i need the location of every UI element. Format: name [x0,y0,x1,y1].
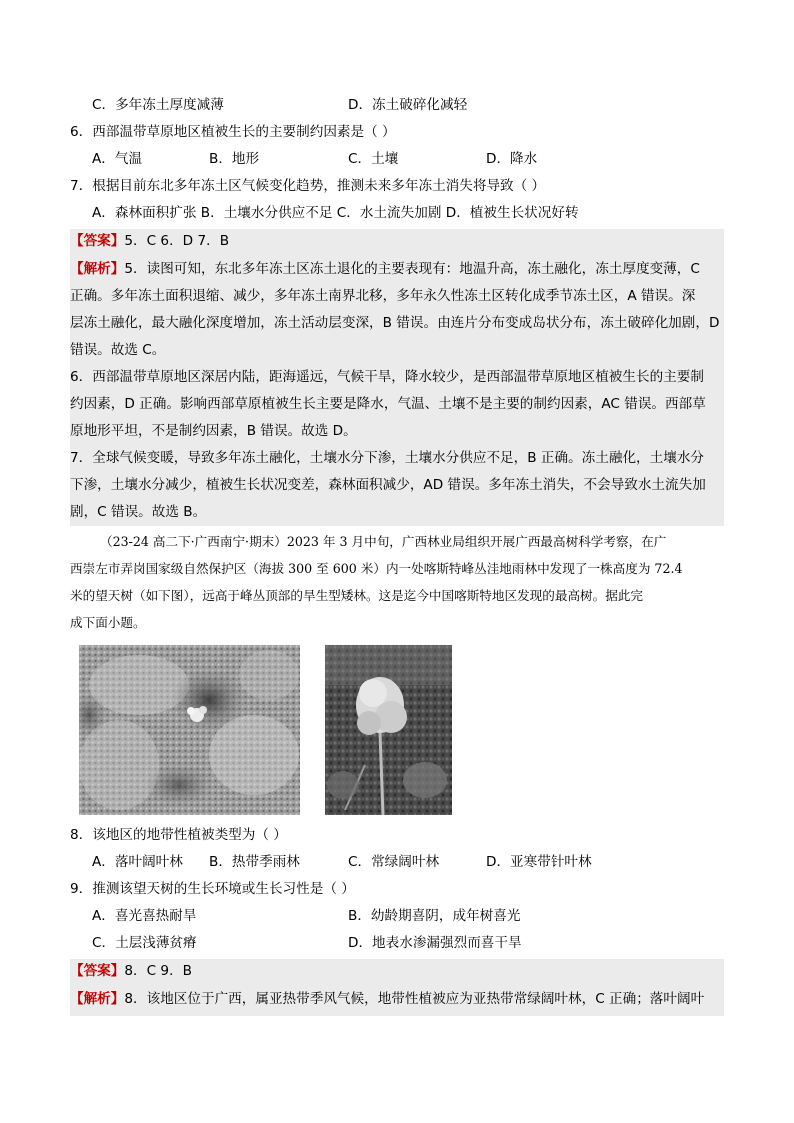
passage-line: 米的望天树（如下图），远高于峰丛顶部的旱生型矮林。这是迄今中国喀斯特地区发现的最高树。据此完 [70,588,644,603]
analysis-tag: 【解析】 [70,261,125,277]
passage-line: 成下面小题。 [70,615,146,630]
karst-terrain-photo [79,645,300,815]
q6-stem: 6．西部温带草原地区植被生长的主要制约因素是（ ） [70,124,396,140]
q9-option-d: D．地表水渗漏强烈而喜干旱 [348,935,522,951]
analysis-line: 下渗，土壤水分减少，植被生长状况变差，森林面积减少，AD 错误。多年冻土消失，不会导致水土流失加 [70,477,706,493]
karst-terrain-image [79,645,300,815]
q8-stem: 8．该地区的地带性植被类型为（ ） [70,827,287,843]
analysis-line: 7．全球气候变暖，导致多年冻土融化，土壤水分下渗，土壤水分供应不足，B 正确。冻土融化，土壤水分 [70,450,705,466]
analysis-text: 8．该地区位于广西，属亚热带季风气候，地带性植被应为亚热带常绿阔叶林，C 正确；落叶阔叶 [124,991,705,1007]
q9-option-b: B．幼龄期喜阴，成年树喜光 [348,908,521,924]
answer-line-1 [70,231,724,251]
analysis-tag: 【解析】 [70,991,125,1007]
q6-option-a: A．气温 [92,151,143,167]
q8-option-d: D．亚寒带针叶林 [486,854,592,870]
analysis-line [70,989,724,1009]
wangtian-tree-image [325,645,452,815]
q6-option-d: D．降水 [486,151,538,167]
analysis-line: 约因素，D 正确。影响西部草原植被生长主要是降水，气温、土壤不是主要的制约因素，AC 错误。西部草 [70,396,706,412]
analysis-line: 6．西部温带草原地区深居内陆，距海遥远，气候干旱，降水较少，是西部温带草原地区植被生长的主要制 [70,369,704,385]
analysis-line: 错误。故选 C。 [70,342,166,358]
q8-option-c: C．常绿阔叶林 [348,854,440,870]
answer-tag: 【答案】 [70,963,125,979]
q8-option-a: A．落叶阔叶林 [92,854,183,870]
answer-text: 5．C 6．D 7．B [124,233,230,249]
analysis-line: 正确。多年冻土面积退缩、减少，多年冻土南界北移，多年永久性冻土区转化成季节冻土区，A 错误。深 [70,288,696,304]
q7-options: A．森林面积扩张 B．土壤水分供应不足 C．水土流失加剧 D．植被生长状况好转 [92,205,579,221]
answer-tag: 【答案】 [70,233,125,249]
analysis-text: 5．读图可知，东北多年冻土区冻土退化的主要表现有：地温升高，冻土融化，冻土厚度变薄，C [124,261,700,277]
analysis-line: 剧，C 错误。故选 B。 [70,504,207,520]
analysis-line: 层冻土融化，最大融化深度增加，冻土活动层变深，B 错误。由连片分布变成岛状分布，冻土破碎化加剧，D [70,315,720,331]
wangtian-tree-photo [325,645,452,815]
answer-text: 8．C 9．B [124,963,192,979]
passage-line: 西崇左市弄岗国家级自然保护区（海拔 300 至 600 米）内一处喀斯特峰丛洼地雨林中发现了一株高度为 72.4 [70,561,683,576]
passage-line: （23-24 高二下·广西南宁·期末）2023 年 3 月中旬，广西林业局组织开展广西最高树科学考察，在广 [100,534,667,549]
q8-option-b: B．热带季雨林 [209,854,300,870]
q5-option-c: C．多年冻土厚度减薄 [92,97,224,113]
q6-option-b: B．地形 [209,151,260,167]
q9-option-c: C．土层浅薄贫瘠 [92,935,197,951]
q6-option-c: C．土壤 [348,151,399,167]
q7-stem: 7．根据目前东北多年冻土区气候变化趋势，推测未来多年冻土消失将导致（ ） [70,178,546,194]
q9-option-a: A．喜光喜热耐旱 [92,908,197,924]
q9-stem: 9．推测该望天树的生长环境或生长习性是（ ） [70,881,355,897]
q5-option-d: D．冻土破碎化减轻 [348,97,468,113]
analysis-line [70,259,724,279]
analysis-line: 原地形平坦，不是制约因素，B 错误。故选 D。 [70,423,357,439]
answer-line-2 [70,961,724,981]
